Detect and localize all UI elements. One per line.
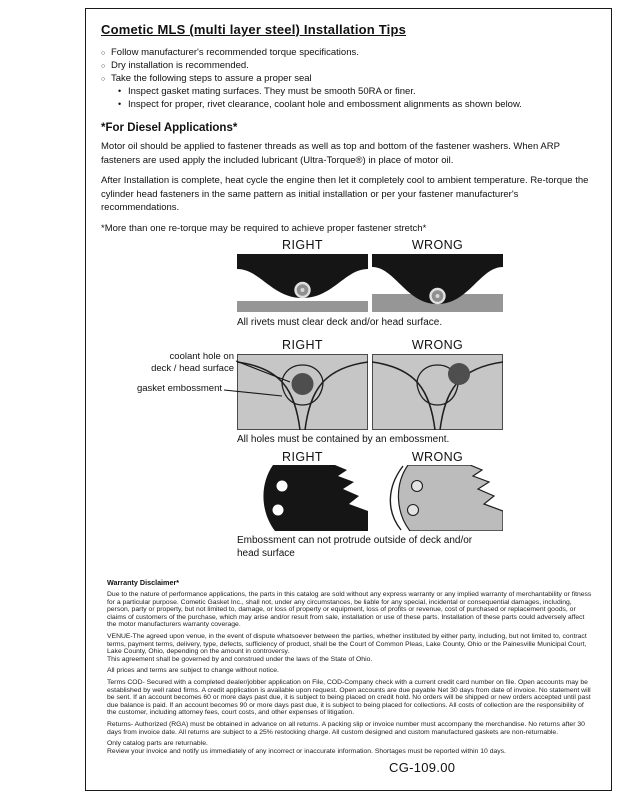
warranty-disclaimer-paragraph: Due to the nature of performance applications, the parts in this catalog are sold without any express warranty or any implied warranty of merchantability or fitness for a particular purpose. Cometic Gasket Inc., shall not, under any circumstances, be liable for any special, incidental or consequential damages, including, person, party or property, but not limited to, damage, or loss of property or equipment, loss of profits or revenue, cost of purchased or replacement goods, or claims of customers of the purchase, which may arise and/or result from sale, installation or use of these parts. Installation of these parts could adversely affect the motor manufacturers warranty coverage. bbox=[107, 591, 592, 629]
wrong-label: WRONG bbox=[411, 450, 464, 464]
installation-tips-list bbox=[100, 46, 603, 111]
rivet-right-diagram bbox=[237, 254, 368, 312]
gasket-embossment-annotation: gasket embossment bbox=[136, 383, 222, 394]
tip-subitem bbox=[100, 98, 603, 111]
wrong-label: WRONG bbox=[411, 338, 464, 352]
right-label: RIGHT bbox=[282, 338, 323, 352]
coolant-hole-annotation bbox=[116, 351, 234, 374]
warranty-heading: Warranty Disclaimer* bbox=[107, 578, 180, 587]
warranty-review-paragraph: Review your invoice and notify us immediately of any incorrect or inaccurate information. Shortages must be reported within 10 days. bbox=[107, 747, 506, 755]
coolant-hole-right-diagram bbox=[237, 354, 368, 430]
tip-text: Follow manufacturer's recommended torque specifications. bbox=[111, 47, 359, 58]
filled-bullet-icon: • bbox=[118, 86, 122, 96]
protrusion-right-diagram bbox=[237, 465, 368, 531]
tip-text: Inspect gasket mating surfaces. They must be smooth 50RA or finer. bbox=[128, 86, 416, 97]
annotation-line: coolant hole on bbox=[169, 351, 234, 362]
right-label: RIGHT bbox=[282, 450, 323, 464]
tip-text: Inspect for proper, rivet clearance, coolant hole and embossment alignments as shown below. bbox=[128, 99, 522, 110]
tip-text: Dry installation is recommended. bbox=[111, 60, 249, 71]
warranty-governed-paragraph: This agreement shall be governed by and construed under the laws of the State of Ohio. bbox=[107, 655, 373, 663]
rivet-caption: All rivets must clear deck and/or head surface. bbox=[237, 317, 443, 328]
open-bullet-icon: ○ bbox=[101, 63, 106, 70]
catalog-page-code: CG-109.00 bbox=[389, 760, 456, 775]
warranty-terms-paragraph: Terms COD- Secured with a completed dealer/jobber application on File, COD-Company check with a current credit card number on file. Open accounts may be established by well rated firms. A credit application is available upon request. Open accounts are due payable Net 30 days from date of invoice. No statement will be sent. If an account becomes 60 or more days past due, it is subject to being placed on credit hold. No orders will be shipped or new orders accepted until past due balance is paid. If an account becomes 90 or more days past due, it is subject to being placed for collections. All costs of collection are the responsibility of the customer, including attorney fees, court costs, and other expenses of litigation. bbox=[107, 678, 591, 717]
tip-item bbox=[100, 46, 603, 59]
warranty-returns-paragraph: Returns- Authorized (RGA) must be obtained in advance on all returns. A packing slip or invoice number must accompany the merchandise. No returns after 30 days from invoice date. All returns are subject to a 25% restocking charge. All custom designed and custom manufactured gaskets are non-returnable. bbox=[107, 720, 585, 736]
rivet-wrong-diagram bbox=[372, 254, 503, 312]
diesel-paragraph-2: After Installation is complete, heat cycle the engine then let it completely cool to ambient temperature. Re-torque the cylinder head fasteners in the same pattern as initial installation or per your fastener manufacturer's recommendations. bbox=[101, 175, 589, 213]
warranty-catalog-paragraph: Only catalog parts are returnable. bbox=[107, 740, 208, 748]
tip-subitem bbox=[100, 85, 603, 98]
warranty-prices-paragraph: All prices and terms are subject to change without notice. bbox=[107, 667, 279, 675]
filled-bullet-icon: • bbox=[118, 99, 122, 109]
embossment-caption: All holes must be contained by an embossment. bbox=[237, 434, 450, 445]
open-bullet-icon: ○ bbox=[101, 50, 106, 57]
annotation-line: deck / head surface bbox=[151, 362, 234, 374]
protrusion-caption: Embossment can not protrude outside of deck and/or head surface bbox=[237, 535, 473, 559]
right-label: RIGHT bbox=[282, 238, 323, 252]
page-title: Cometic MLS (multi layer steel) Installation Tips bbox=[101, 22, 407, 37]
coolant-hole-wrong-diagram bbox=[372, 354, 503, 430]
diesel-paragraph-1: Motor oil should be applied to fastener threads as well as top and bottom of the fastener washers. When ARP fasteners are used apply the included lubricant (Ultra-Torque®) in place of motor oil. bbox=[101, 141, 560, 166]
document-frame bbox=[85, 8, 612, 791]
text-section bbox=[86, 9, 611, 235]
open-bullet-icon: ○ bbox=[101, 76, 106, 83]
protrusion-wrong-diagram bbox=[372, 465, 503, 531]
tip-item bbox=[100, 72, 603, 85]
warranty-section bbox=[86, 568, 611, 755]
wrong-label: WRONG bbox=[411, 238, 464, 252]
tip-text: Take the following steps to assure a proper seal bbox=[111, 73, 312, 84]
warranty-venue-paragraph: VENUE-The agreed upon venue, in the event of dispute whatsoever between the parties, whether instituted by either party, including, but not limited to, contract terms, payment terms, delivery, type, defects, sufficiency of product, shall be the Court of Common Pleas, Lake County, Ohio or the Painesville Municipal Court, Lake County, Ohio, depending on the amount in controversy. bbox=[107, 632, 587, 656]
diagrams-section bbox=[86, 238, 611, 568]
diesel-applications-heading: *For Diesel Applications* bbox=[101, 122, 238, 134]
tip-item bbox=[100, 59, 603, 72]
retorque-note: *More than one re-torque may be required to achieve proper fastener stretch* bbox=[101, 222, 427, 234]
